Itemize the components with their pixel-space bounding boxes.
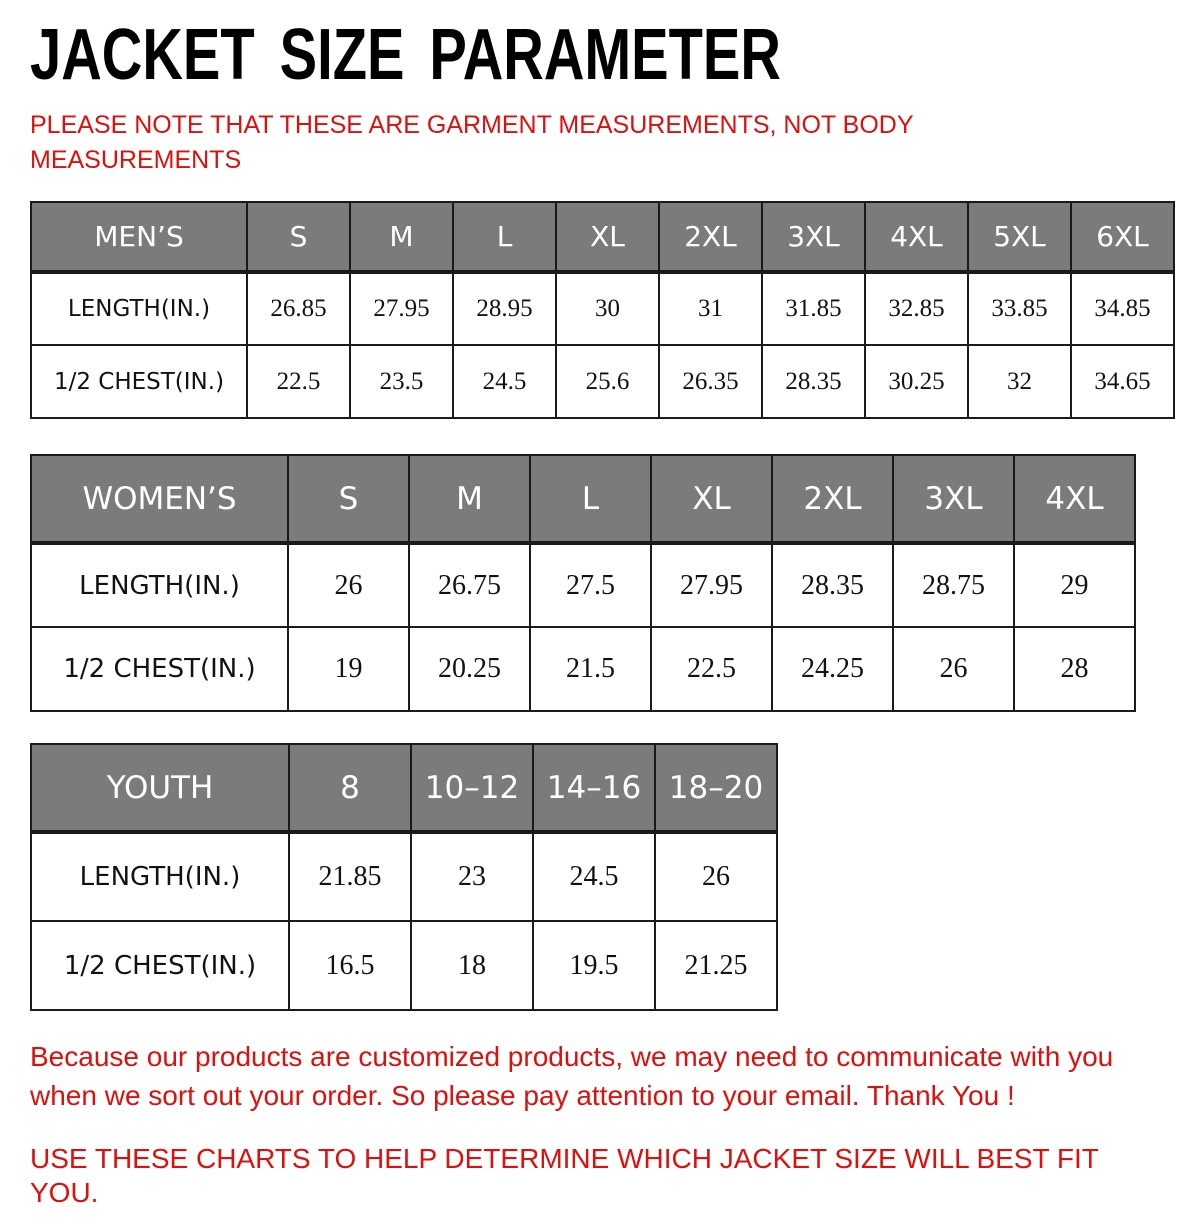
length-value-cell: 27.95 bbox=[350, 272, 453, 345]
length-value-cell: 28.75 bbox=[893, 543, 1014, 627]
chest-value-cell: 23.5 bbox=[350, 345, 453, 418]
chest-value-cell: 32 bbox=[968, 345, 1071, 418]
chest-value-cell: 18 bbox=[411, 921, 533, 1010]
womens-size-col-l: L bbox=[530, 455, 651, 543]
length-value-cell: 31 bbox=[659, 272, 762, 345]
womens-length-row bbox=[31, 543, 1135, 627]
chest-value-cell: 28.35 bbox=[762, 345, 865, 418]
womens-chest-row bbox=[31, 627, 1135, 711]
womens-size-col-4xl: 4XL bbox=[1014, 455, 1135, 543]
youth-size-col-8: 8 bbox=[289, 744, 411, 832]
length-value-cell: 34.85 bbox=[1071, 272, 1174, 345]
chest-value-cell: 19.5 bbox=[533, 921, 655, 1010]
womens-size-col-s: S bbox=[288, 455, 409, 543]
mens-size-col-6xl: 6XL bbox=[1071, 202, 1174, 272]
youth-size-table bbox=[30, 743, 778, 1011]
mens-chest-label: 1/2 CHEST(IN.) bbox=[31, 345, 247, 418]
garment-measurement-note bbox=[30, 108, 1172, 177]
length-value-cell: 31.85 bbox=[762, 272, 865, 345]
mens-size-col-2xl: 2XL bbox=[659, 202, 762, 272]
customized-products-notice bbox=[30, 1037, 1172, 1115]
note-line-2: MEASUREMENTS bbox=[30, 145, 242, 174]
length-value-cell: 27.5 bbox=[530, 543, 651, 627]
womens-size-col-m: M bbox=[409, 455, 530, 543]
youth-size-col-10-12: 10–12 bbox=[411, 744, 533, 832]
mens-size-col-3xl: 3XL bbox=[762, 202, 865, 272]
chest-value-cell: 21.5 bbox=[530, 627, 651, 711]
chest-value-cell: 20.25 bbox=[409, 627, 530, 711]
notice-line-1: Because our products are customized products, we may need to communicate with you bbox=[30, 1041, 1114, 1072]
length-value-cell: 32.85 bbox=[865, 272, 968, 345]
length-value-cell: 28.35 bbox=[772, 543, 893, 627]
chest-value-cell: 26.35 bbox=[659, 345, 762, 418]
mens-length-row bbox=[31, 272, 1174, 345]
womens-size-col-3xl: 3XL bbox=[893, 455, 1014, 543]
length-value-cell: 33.85 bbox=[968, 272, 1071, 345]
length-value-cell: 26.75 bbox=[409, 543, 530, 627]
youth-header-row bbox=[31, 744, 777, 832]
length-value-cell: 21.85 bbox=[289, 832, 411, 921]
mens-size-col-l: L bbox=[453, 202, 556, 272]
mens-size-col-5xl: 5XL bbox=[968, 202, 1071, 272]
mens-chest-row bbox=[31, 345, 1174, 418]
chest-value-cell: 30.25 bbox=[865, 345, 968, 418]
length-value-cell: 24.5 bbox=[533, 832, 655, 921]
length-value-cell: 26 bbox=[655, 832, 777, 921]
mens-header-row bbox=[31, 202, 1174, 272]
youth-table-label: YOUTH bbox=[31, 744, 289, 832]
length-value-cell: 28.95 bbox=[453, 272, 556, 345]
womens-chest-label: 1/2 CHEST(IN.) bbox=[31, 627, 288, 711]
chest-value-cell: 22.5 bbox=[247, 345, 350, 418]
length-value-cell: 29 bbox=[1014, 543, 1135, 627]
womens-table-label: WOMEN’S bbox=[31, 455, 288, 543]
youth-size-col-14-16: 14–16 bbox=[533, 744, 655, 832]
youth-length-label: LENGTH(IN.) bbox=[31, 832, 289, 921]
youth-length-row bbox=[31, 832, 777, 921]
notice-line-2: when we sort out your order. So please pay attention to your email. Thank You ! bbox=[30, 1080, 1015, 1112]
chart-usage-advice: USE THESE CHARTS TO HELP DETERMINE WHICH JACKET SIZE WILL BEST FIT YOU. bbox=[30, 1143, 1099, 1208]
youth-chest-row bbox=[31, 921, 777, 1010]
note-line-1: PLEASE NOTE THAT THESE ARE GARMENT MEASUREMENTS, NOT BODY bbox=[30, 111, 914, 139]
womens-length-label: LENGTH(IN.) bbox=[31, 543, 288, 627]
chest-value-cell: 25.6 bbox=[556, 345, 659, 418]
mens-length-label: LENGTH(IN.) bbox=[31, 272, 247, 345]
mens-size-table bbox=[30, 201, 1175, 419]
page-title: JACKET SIZE PARAMETER bbox=[30, 15, 781, 95]
page-title-wrap bbox=[30, 15, 1172, 96]
womens-size-col-2xl: 2XL bbox=[772, 455, 893, 543]
size-chart-page bbox=[0, 15, 1200, 1210]
mens-table-label: MEN’S bbox=[31, 202, 247, 272]
length-value-cell: 26 bbox=[288, 543, 409, 627]
chest-value-cell: 26 bbox=[893, 627, 1014, 711]
chest-value-cell: 19 bbox=[288, 627, 409, 711]
youth-chest-label: 1/2 CHEST(IN.) bbox=[31, 921, 289, 1010]
mens-size-col-m: M bbox=[350, 202, 453, 272]
length-value-cell: 30 bbox=[556, 272, 659, 345]
womens-header-row bbox=[31, 455, 1135, 543]
chest-value-cell: 34.65 bbox=[1071, 345, 1174, 418]
length-value-cell: 23 bbox=[411, 832, 533, 921]
chest-value-cell: 16.5 bbox=[289, 921, 411, 1010]
mens-size-col-4xl: 4XL bbox=[865, 202, 968, 272]
mens-size-col-xl: XL bbox=[556, 202, 659, 272]
chest-value-cell: 24.5 bbox=[453, 345, 556, 418]
length-value-cell: 26.85 bbox=[247, 272, 350, 345]
chest-value-cell: 28 bbox=[1014, 627, 1135, 711]
chest-value-cell: 22.5 bbox=[651, 627, 772, 711]
mens-size-col-s: S bbox=[247, 202, 350, 272]
length-value-cell: 27.95 bbox=[651, 543, 772, 627]
womens-size-table bbox=[30, 454, 1136, 712]
chest-value-cell: 21.25 bbox=[655, 921, 777, 1010]
womens-size-col-xl: XL bbox=[651, 455, 772, 543]
youth-size-col-18-20: 18–20 bbox=[655, 744, 777, 832]
chest-value-cell: 24.25 bbox=[772, 627, 893, 711]
